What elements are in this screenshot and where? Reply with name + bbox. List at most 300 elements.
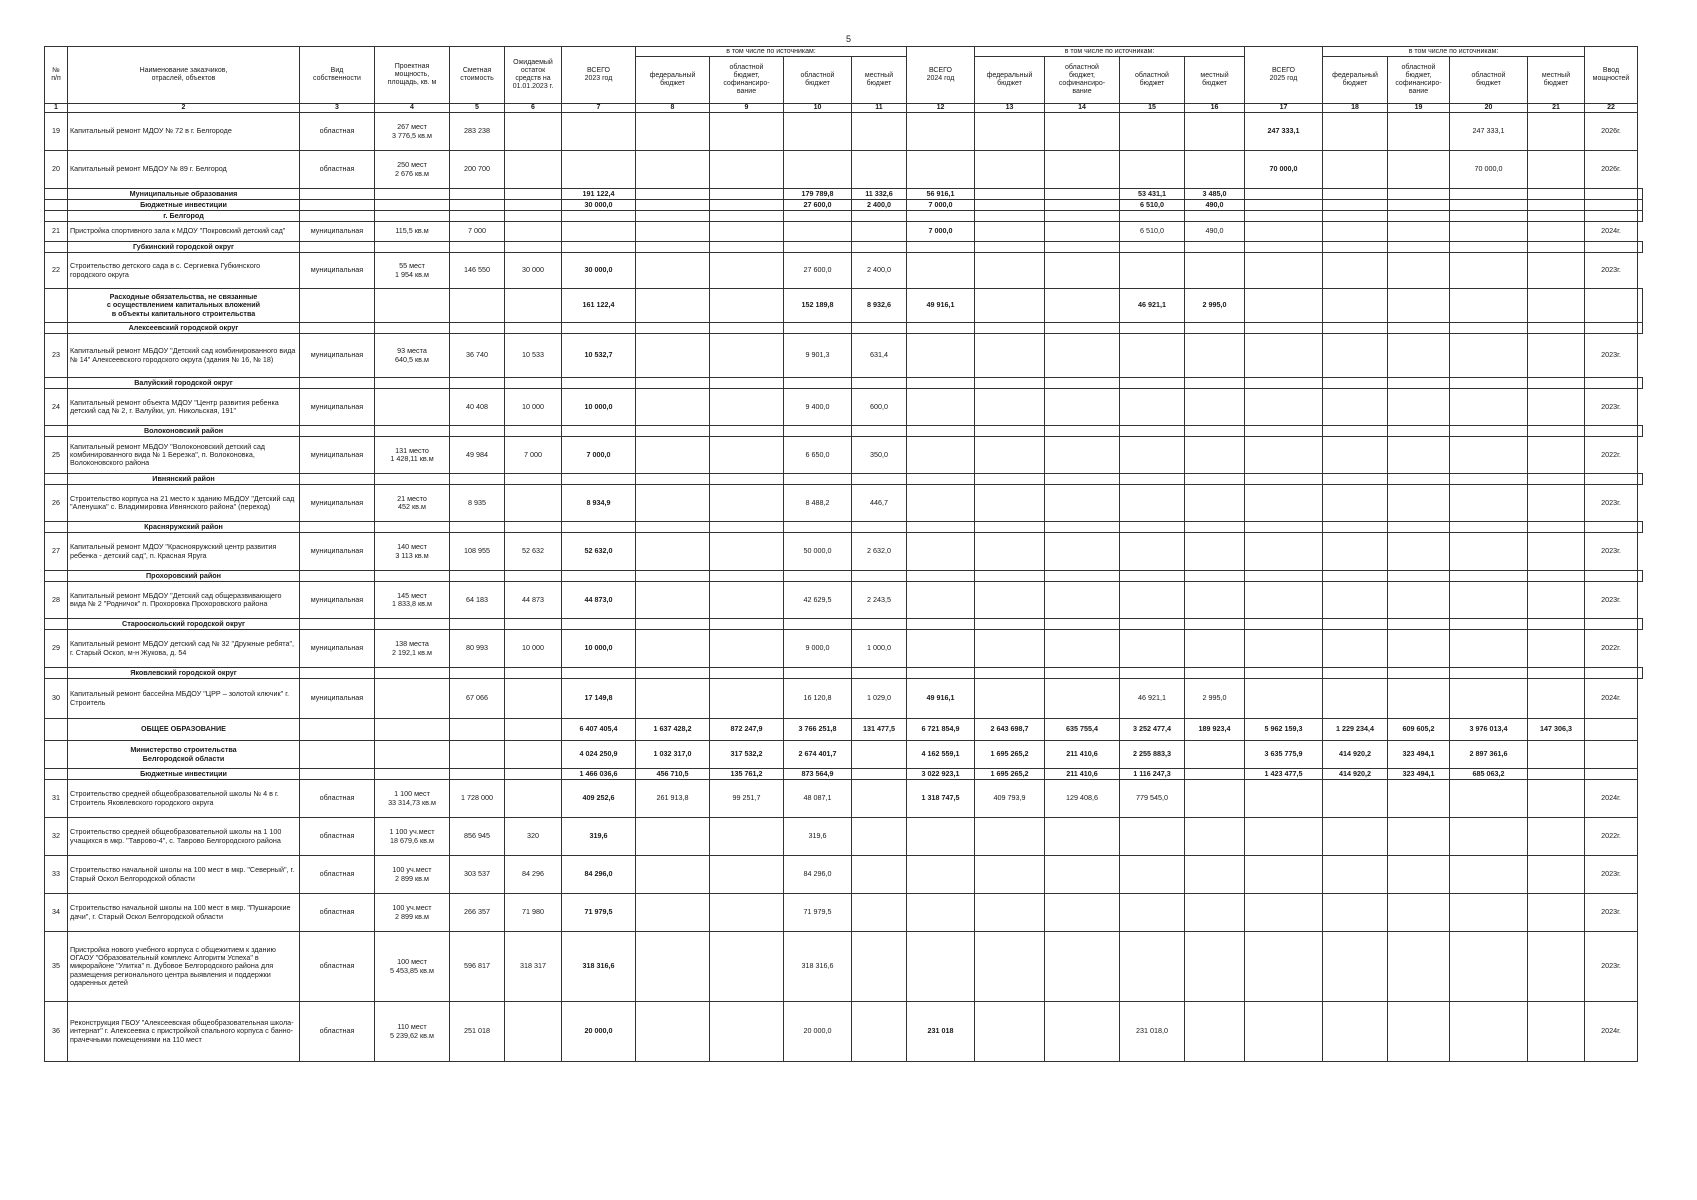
value-cell <box>505 485 562 522</box>
value-cell <box>1185 389 1245 426</box>
section-row <box>45 769 1643 780</box>
value-cell <box>1323 856 1388 894</box>
column-number: 1 <box>45 104 68 113</box>
section-value: 1 116 247,3 <box>1120 769 1185 780</box>
section-value: 5 962 159,3 <box>1245 719 1323 741</box>
section-value <box>852 378 907 389</box>
value-cell: 2 995,0 <box>1185 679 1245 719</box>
section-value <box>1185 769 1245 780</box>
value-cell <box>1528 679 1585 719</box>
value-cell: 52 632,0 <box>562 533 636 571</box>
value-cell: 490,0 <box>1185 222 1245 242</box>
section-row <box>45 619 1643 630</box>
table-row <box>45 582 1643 619</box>
value-cell <box>1245 932 1323 1002</box>
value-cell <box>1388 222 1450 242</box>
value-cell <box>975 334 1045 378</box>
section-value <box>1388 522 1450 533</box>
section-value <box>375 426 450 437</box>
section-value <box>562 378 636 389</box>
value-cell: 40 408 <box>450 389 505 426</box>
capacity-area <box>375 389 450 426</box>
ownership-type: областная <box>300 113 375 151</box>
commissioning-year: 2024г. <box>1585 679 1638 719</box>
section-value: 3 976 013,4 <box>1450 719 1528 741</box>
value-cell <box>907 894 975 932</box>
row-number-cell <box>45 426 68 437</box>
section-value <box>784 619 852 630</box>
value-cell <box>975 113 1045 151</box>
section-value <box>636 289 710 323</box>
section-value <box>562 211 636 222</box>
value-cell <box>1388 630 1450 668</box>
commissioning-year: 2023г. <box>1585 582 1638 619</box>
value-cell <box>1323 389 1388 426</box>
object-name: Строительство средней общеобразовательной школы № 4 в г. Строитель Яковлевского городского округа <box>68 780 300 818</box>
value-cell: 446,7 <box>852 485 907 522</box>
commissioning-year: 2023г. <box>1585 894 1638 932</box>
section-value <box>1323 571 1388 582</box>
value-cell <box>852 1002 907 1062</box>
table-row <box>45 1002 1643 1062</box>
section-value <box>1585 378 1638 389</box>
section-title: Волоконовский район <box>68 426 300 437</box>
section-value <box>1323 474 1388 485</box>
value-cell <box>907 630 975 668</box>
section-value: 211 410,6 <box>1045 741 1120 769</box>
value-cell <box>975 533 1045 571</box>
section-value <box>1528 426 1585 437</box>
object-name: Капитальный ремонт МБДОУ № 89 г. Белгород <box>68 151 300 189</box>
value-cell: 350,0 <box>852 437 907 474</box>
ownership-type: областная <box>300 1002 375 1062</box>
header-reg-2023: областной бюджет <box>784 57 852 104</box>
row-number: 27 <box>45 533 68 571</box>
row-number: 21 <box>45 222 68 242</box>
section-value <box>907 378 975 389</box>
value-cell <box>1323 151 1388 189</box>
section-value <box>1245 323 1323 334</box>
section-value: 2 995,0 <box>1185 289 1245 323</box>
section-value: 191 122,4 <box>562 189 636 200</box>
value-cell <box>1185 1002 1245 1062</box>
value-cell <box>1245 856 1323 894</box>
object-name: Строительство детского сада в с. Сергиевка Губкинского городского округа <box>68 253 300 289</box>
section-value <box>1528 289 1585 323</box>
page-number: 5 <box>845 34 851 44</box>
value-cell <box>975 389 1045 426</box>
section-value: 211 410,6 <box>1045 769 1120 780</box>
value-cell: 99 251,7 <box>710 780 784 818</box>
value-cell: 779 545,0 <box>1120 780 1185 818</box>
object-name: Капитальный ремонт МБДОУ "Детский сад общеразвивающего вида № 2 "Родничок" п. Прохоровка Прохоровского района <box>68 582 300 619</box>
value-cell <box>1450 780 1528 818</box>
row-number: 33 <box>45 856 68 894</box>
section-value <box>505 211 562 222</box>
capacity-area: 100 уч.мест 2 899 кв.м <box>375 894 450 932</box>
section-title: Яковлевский городской округ <box>68 668 300 679</box>
column-number: 7 <box>562 104 636 113</box>
section-value <box>1323 200 1388 211</box>
value-cell <box>710 222 784 242</box>
value-cell <box>1185 151 1245 189</box>
value-cell <box>1185 485 1245 522</box>
section-value <box>975 474 1045 485</box>
section-value <box>1245 200 1323 211</box>
section-value <box>710 571 784 582</box>
section-value <box>1045 426 1120 437</box>
section-value: 189 923,4 <box>1185 719 1245 741</box>
value-cell <box>710 485 784 522</box>
section-value: 2 400,0 <box>852 200 907 211</box>
section-value: 1 695 265,2 <box>975 769 1045 780</box>
object-name: Строительство средней общеобразовательной школы на 1 100 учащихся в мкр. "Таврово-4", с. Таврово Белгородского района <box>68 818 300 856</box>
section-value <box>852 619 907 630</box>
section-value <box>1450 289 1528 323</box>
section-value <box>562 242 636 253</box>
value-cell <box>1450 253 1528 289</box>
section-value <box>300 242 375 253</box>
section-value: 6 407 405,4 <box>562 719 636 741</box>
section-value <box>300 668 375 679</box>
section-value <box>907 474 975 485</box>
section-value <box>1185 522 1245 533</box>
value-cell <box>1388 582 1450 619</box>
section-value <box>784 323 852 334</box>
value-cell <box>1185 932 1245 1002</box>
value-cell <box>1120 630 1185 668</box>
section-value <box>300 741 375 769</box>
section-value <box>450 189 505 200</box>
section-value <box>975 426 1045 437</box>
value-cell <box>1388 113 1450 151</box>
value-cell: 318 316,6 <box>784 932 852 1002</box>
section-value <box>562 323 636 334</box>
section-title: Старооскольский городской округ <box>68 619 300 630</box>
section-title: Ивнянский район <box>68 474 300 485</box>
object-name: Реконструкция ГБОУ "Алексеевская общеобразовательная школа-интернат" г. Алексеевка с пристройкой спального корпуса с банно-прачечными помещениями на 110 мест <box>68 1002 300 1062</box>
section-value: 11 332,6 <box>852 189 907 200</box>
table-row <box>45 818 1643 856</box>
value-cell <box>1045 630 1120 668</box>
value-cell <box>1045 856 1120 894</box>
section-value <box>1585 242 1638 253</box>
row-number: 23 <box>45 334 68 378</box>
value-cell <box>1388 389 1450 426</box>
section-value <box>505 378 562 389</box>
value-cell <box>852 151 907 189</box>
value-cell: 200 700 <box>450 151 505 189</box>
row-number: 25 <box>45 437 68 474</box>
value-cell <box>907 113 975 151</box>
table-row <box>45 334 1643 378</box>
section-value <box>1120 242 1185 253</box>
value-cell <box>562 222 636 242</box>
value-cell <box>1323 113 1388 151</box>
value-cell <box>1528 485 1585 522</box>
value-cell: 2 632,0 <box>852 533 907 571</box>
value-cell: 146 550 <box>450 253 505 289</box>
section-title: Губкинский городской округ <box>68 242 300 253</box>
value-cell <box>1323 533 1388 571</box>
section-value <box>636 668 710 679</box>
value-cell: 8 488,2 <box>784 485 852 522</box>
capacity-area: 21 место 452 кв.м <box>375 485 450 522</box>
section-value: 323 494,1 <box>1388 769 1450 780</box>
value-cell <box>1528 222 1585 242</box>
value-cell: 84 296,0 <box>784 856 852 894</box>
value-cell <box>636 389 710 426</box>
value-cell <box>1120 856 1185 894</box>
value-cell <box>1388 253 1450 289</box>
section-row <box>45 200 1643 211</box>
table-row <box>45 932 1643 1002</box>
object-name: Капитальный ремонт МБДОУ "Волоконовский детский сад комбинированного вида № 1 Березка", п. Волоконовка, Волоконовского района <box>68 437 300 474</box>
section-value: 456 710,5 <box>636 769 710 780</box>
value-cell: 856 945 <box>450 818 505 856</box>
section-value <box>1450 426 1528 437</box>
row-number: 28 <box>45 582 68 619</box>
value-cell: 36 740 <box>450 334 505 378</box>
section-value <box>710 619 784 630</box>
section-value <box>1638 211 1643 222</box>
value-cell <box>636 151 710 189</box>
value-cell <box>975 582 1045 619</box>
section-value <box>1120 378 1185 389</box>
capital-investment-table <box>44 46 1643 1062</box>
section-value <box>1528 741 1585 769</box>
section-value <box>1045 378 1120 389</box>
value-cell <box>1528 856 1585 894</box>
value-cell: 231 018,0 <box>1120 1002 1185 1062</box>
budget-table-sheet <box>44 46 1643 1062</box>
header-loc-2025: местный бюджет <box>1528 57 1585 104</box>
value-cell <box>907 856 975 894</box>
table-row <box>45 485 1643 522</box>
section-value <box>907 426 975 437</box>
section-value <box>852 571 907 582</box>
section-value <box>636 211 710 222</box>
capacity-area <box>375 679 450 719</box>
row-number-cell <box>45 378 68 389</box>
header-fed-2025: федеральный бюджет <box>1323 57 1388 104</box>
section-value <box>375 668 450 679</box>
section-value <box>1323 522 1388 533</box>
section-value <box>1323 323 1388 334</box>
row-number-cell <box>45 619 68 630</box>
section-value <box>1450 522 1528 533</box>
value-cell <box>1450 437 1528 474</box>
value-cell: 247 333,1 <box>1245 113 1323 151</box>
section-value <box>852 769 907 780</box>
section-value <box>375 211 450 222</box>
value-cell: 409 793,9 <box>975 780 1045 818</box>
section-value <box>450 474 505 485</box>
value-cell: 70 000,0 <box>1245 151 1323 189</box>
ownership-type: областная <box>300 151 375 189</box>
value-cell: 70 000,0 <box>1450 151 1528 189</box>
section-value <box>1450 668 1528 679</box>
section-value <box>1388 289 1450 323</box>
value-cell <box>710 1002 784 1062</box>
value-cell <box>710 437 784 474</box>
section-value: 873 564,9 <box>784 769 852 780</box>
row-number: 31 <box>45 780 68 818</box>
value-cell <box>852 894 907 932</box>
section-value: 3 252 477,4 <box>1120 719 1185 741</box>
value-cell: 10 000 <box>505 630 562 668</box>
section-value: 1 637 428,2 <box>636 719 710 741</box>
section-value <box>562 474 636 485</box>
section-value <box>710 474 784 485</box>
section-value <box>1120 668 1185 679</box>
value-cell <box>636 582 710 619</box>
value-cell <box>852 856 907 894</box>
value-cell <box>1120 485 1185 522</box>
value-cell <box>784 151 852 189</box>
value-cell: 2 243,5 <box>852 582 907 619</box>
section-value <box>1388 571 1450 582</box>
section-value <box>1388 200 1450 211</box>
value-cell <box>907 334 975 378</box>
value-cell <box>710 856 784 894</box>
section-row <box>45 289 1643 323</box>
section-value <box>375 323 450 334</box>
section-value <box>1388 242 1450 253</box>
section-value <box>1585 769 1638 780</box>
section-row <box>45 378 1643 389</box>
value-cell <box>1388 151 1450 189</box>
table-row <box>45 253 1643 289</box>
section-value <box>1120 211 1185 222</box>
section-value <box>1120 426 1185 437</box>
section-value <box>450 719 505 741</box>
row-number-cell <box>45 289 68 323</box>
section-row <box>45 571 1643 582</box>
value-cell <box>1323 485 1388 522</box>
section-value <box>375 474 450 485</box>
section-value <box>505 571 562 582</box>
section-value <box>375 242 450 253</box>
section-value: 46 921,1 <box>1120 289 1185 323</box>
section-value <box>450 426 505 437</box>
section-value <box>1450 242 1528 253</box>
row-number-cell <box>45 719 68 741</box>
value-cell <box>636 334 710 378</box>
header-regcof-2024: областной бюджет, софинансиро- вание <box>1045 57 1120 104</box>
value-cell <box>1323 582 1388 619</box>
section-value <box>300 211 375 222</box>
section-value <box>300 474 375 485</box>
header-total-2024: ВСЕГО 2024 год <box>907 47 975 104</box>
section-row <box>45 522 1643 533</box>
section-title: ОБЩЕЕ ОБРАЗОВАНИЕ <box>68 719 300 741</box>
section-row <box>45 189 1643 200</box>
value-cell <box>1120 389 1185 426</box>
section-value: 3 635 775,9 <box>1245 741 1323 769</box>
section-value <box>636 200 710 211</box>
section-value <box>1528 323 1585 334</box>
section-value <box>710 242 784 253</box>
value-cell: 84 296 <box>505 856 562 894</box>
section-value: 490,0 <box>1185 200 1245 211</box>
row-number: 19 <box>45 113 68 151</box>
value-cell <box>784 222 852 242</box>
ownership-type: областная <box>300 856 375 894</box>
section-value <box>784 426 852 437</box>
section-value <box>710 189 784 200</box>
commissioning-year: 2022г. <box>1585 818 1638 856</box>
value-cell <box>1245 630 1323 668</box>
value-cell: 266 357 <box>450 894 505 932</box>
value-cell <box>1388 679 1450 719</box>
section-value: 4 162 559,1 <box>907 741 975 769</box>
section-value <box>907 323 975 334</box>
table-row <box>45 151 1643 189</box>
value-cell <box>1388 334 1450 378</box>
value-cell: 17 149,8 <box>562 679 636 719</box>
section-value <box>1528 211 1585 222</box>
section-value <box>1528 619 1585 630</box>
column-number: 22 <box>1585 104 1638 113</box>
ownership-type: областная <box>300 894 375 932</box>
section-value <box>784 522 852 533</box>
value-cell <box>1185 582 1245 619</box>
value-cell <box>907 485 975 522</box>
section-value <box>1245 426 1323 437</box>
section-value <box>1245 668 1323 679</box>
section-value <box>975 211 1045 222</box>
value-cell <box>1528 389 1585 426</box>
value-cell <box>1388 780 1450 818</box>
section-value <box>1638 189 1643 200</box>
ownership-type: муниципальная <box>300 222 375 242</box>
section-value <box>1388 189 1450 200</box>
value-cell <box>710 679 784 719</box>
section-value: 1 229 234,4 <box>1323 719 1388 741</box>
table-row <box>45 437 1643 474</box>
row-number-cell <box>45 571 68 582</box>
value-cell: 319,6 <box>784 818 852 856</box>
value-cell <box>1450 222 1528 242</box>
capacity-area: 140 мест 3 113 кв.м <box>375 533 450 571</box>
section-value <box>1638 200 1643 211</box>
value-cell <box>1528 151 1585 189</box>
value-cell <box>710 582 784 619</box>
section-value <box>1245 571 1323 582</box>
section-value <box>300 719 375 741</box>
value-cell <box>1120 818 1185 856</box>
section-value <box>1185 211 1245 222</box>
value-cell <box>1323 334 1388 378</box>
section-value: 609 605,2 <box>1388 719 1450 741</box>
section-value: 2 255 883,3 <box>1120 741 1185 769</box>
section-value <box>636 189 710 200</box>
section-value <box>1638 242 1643 253</box>
value-cell: 16 120,8 <box>784 679 852 719</box>
value-cell: 251 018 <box>450 1002 505 1062</box>
column-number: 8 <box>636 104 710 113</box>
section-value <box>505 474 562 485</box>
commissioning-year: 2023г. <box>1585 932 1638 1002</box>
section-value <box>1638 571 1643 582</box>
value-cell <box>1045 582 1120 619</box>
value-cell <box>1245 222 1323 242</box>
value-cell <box>1245 780 1323 818</box>
section-value <box>1528 474 1585 485</box>
section-value <box>505 323 562 334</box>
row-number-cell <box>45 323 68 334</box>
